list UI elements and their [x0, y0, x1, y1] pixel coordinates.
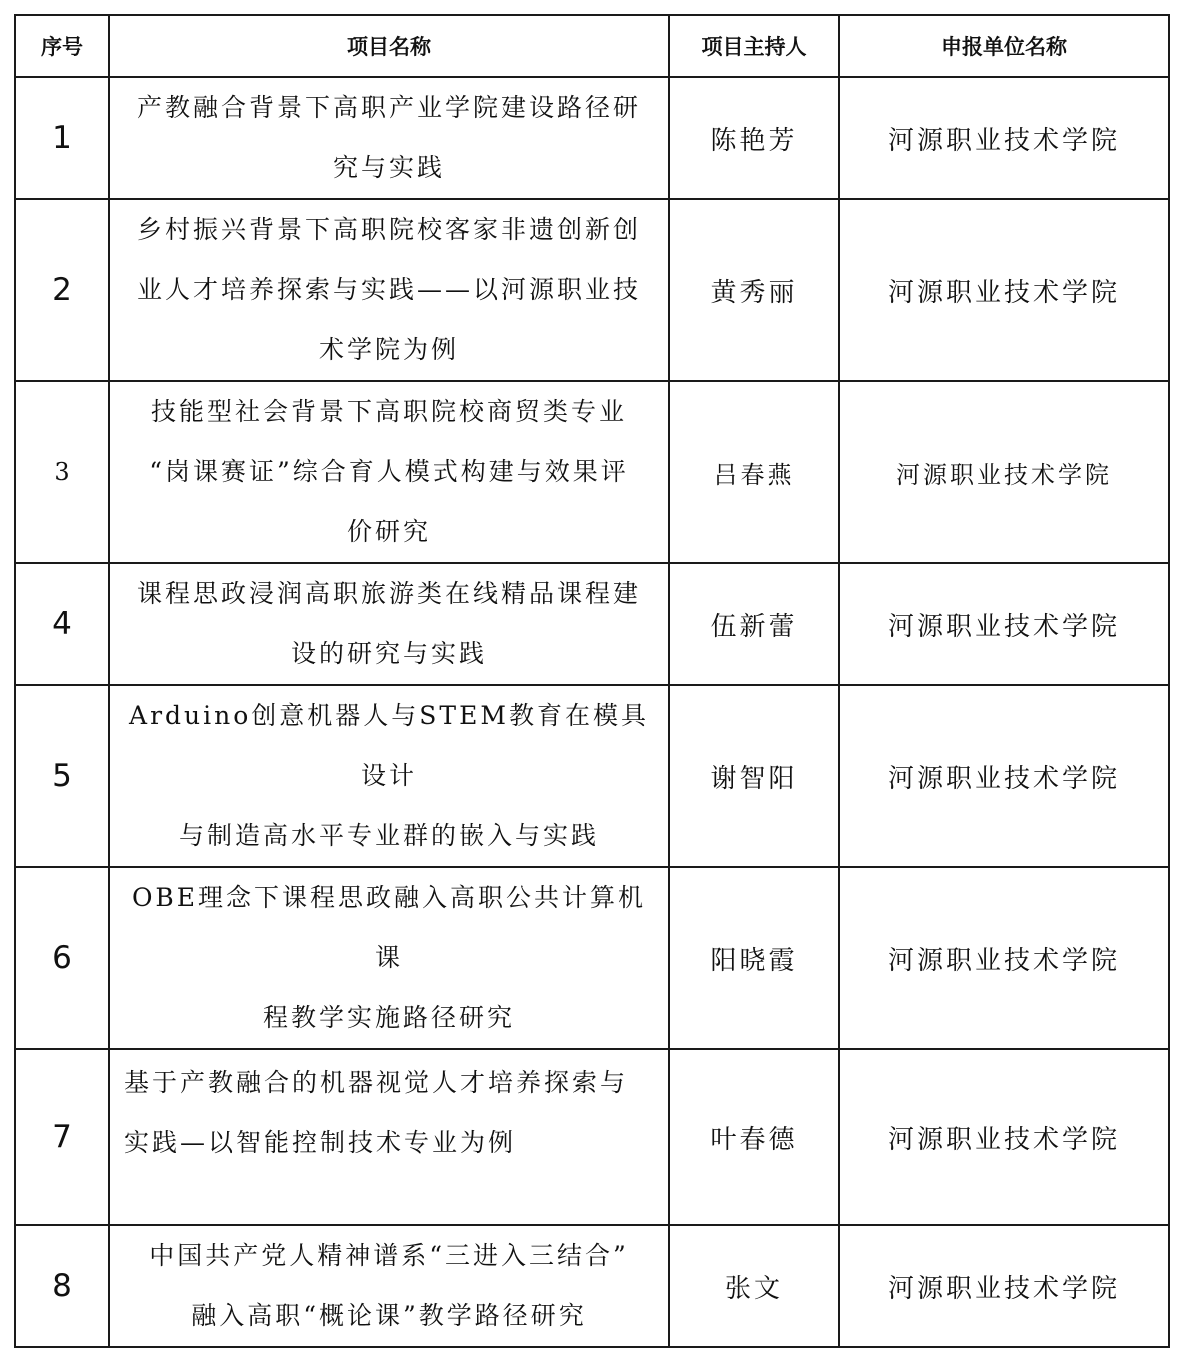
project-name: [109, 77, 669, 199]
row-number: 3: [15, 381, 109, 563]
project-name-line: OBE理念下课程思政融入高职公共计算机课: [131, 883, 647, 972]
table-row: [15, 1225, 1169, 1347]
header-row: [15, 15, 1169, 77]
applicant-unit: 河源职业技术学院: [839, 563, 1169, 685]
header-leader: 项目主持人: [669, 15, 839, 77]
table-row: [15, 563, 1169, 685]
project-name-line: 术学院为例: [318, 335, 459, 364]
project-leader: 阳晓霞: [669, 867, 839, 1049]
project-name-line: 乡村振兴背景下高职院校客家非遗创新创: [136, 215, 641, 244]
header-no: 序号: [15, 15, 109, 77]
project-name-line: Arduino创意机器人与STEM教育在模具设计: [129, 701, 649, 790]
row-number: 4: [15, 563, 109, 685]
table-row: [15, 1049, 1169, 1225]
project-name: [109, 199, 669, 381]
header-unit: 申报单位名称: [839, 15, 1169, 77]
applicant-unit: 河源职业技术学院: [839, 381, 1169, 563]
row-number: 5: [15, 685, 109, 867]
project-name-line: 中国共产党人精神谱系“三进入三结合”: [149, 1241, 629, 1270]
project-name-line: 课程思政浸润高职旅游类在线精品课程建: [136, 579, 641, 608]
project-name-line: 设的研究与实践: [290, 639, 487, 668]
project-name-line: “岗课赛证”综合育人模式构建与效果评: [149, 457, 629, 486]
row-number: 6: [15, 867, 109, 1049]
project-name: [109, 381, 669, 563]
project-leader: 伍新蕾: [669, 563, 839, 685]
project-name-line: 基于产教融合的机器视觉人才培养探索与: [124, 1068, 629, 1097]
project-leader: 黄秀丽: [669, 199, 839, 381]
project-name-line: 价研究: [346, 517, 431, 546]
table-row: [15, 199, 1169, 381]
project-name-line: 与制造高水平专业群的嵌入与实践: [178, 821, 599, 850]
row-number: 1: [15, 77, 109, 199]
applicant-unit: 河源职业技术学院: [839, 77, 1169, 199]
header-name: 项目名称: [109, 15, 669, 77]
applicant-unit: 河源职业技术学院: [839, 199, 1169, 381]
row-number: 7: [15, 1049, 109, 1225]
project-name-line: 产教融合背景下高职产业学院建设路径研: [136, 93, 641, 122]
applicant-unit: 河源职业技术学院: [839, 1049, 1169, 1225]
project-name-line: 融入高职“概论课”教学路径研究: [191, 1301, 587, 1330]
table-body: [15, 77, 1169, 1347]
project-name-line: 业人才培养探索与实践——以河源职业技: [136, 275, 641, 304]
project-leader: 叶春德: [669, 1049, 839, 1225]
project-name-line: 实践—以智能控制技术专业为例: [124, 1128, 517, 1157]
project-name: [109, 685, 669, 867]
project-leader: 陈艳芳: [669, 77, 839, 199]
table-row: [15, 381, 1169, 563]
table-row: [15, 685, 1169, 867]
project-name: [109, 1225, 669, 1347]
project-leader: 吕春燕: [669, 381, 839, 563]
project-name-line: 技能型社会背景下高职院校商贸类专业: [150, 397, 627, 426]
project-name-line: 究与实践: [332, 153, 445, 182]
applicant-unit: 河源职业技术学院: [839, 685, 1169, 867]
project-name: [109, 867, 669, 1049]
table-row: [15, 867, 1169, 1049]
project-name: [109, 563, 669, 685]
project-leader: 谢智阳: [669, 685, 839, 867]
row-number: 2: [15, 199, 109, 381]
row-number: 8: [15, 1225, 109, 1347]
applicant-unit: 河源职业技术学院: [839, 1225, 1169, 1347]
project-table: [14, 14, 1170, 1348]
project-name-line: 程教学实施路径研究: [262, 1003, 515, 1032]
project-leader: 张文: [669, 1225, 839, 1347]
table-row: [15, 77, 1169, 199]
applicant-unit: 河源职业技术学院: [839, 867, 1169, 1049]
project-name: [109, 1049, 669, 1225]
table-header: [15, 15, 1169, 77]
